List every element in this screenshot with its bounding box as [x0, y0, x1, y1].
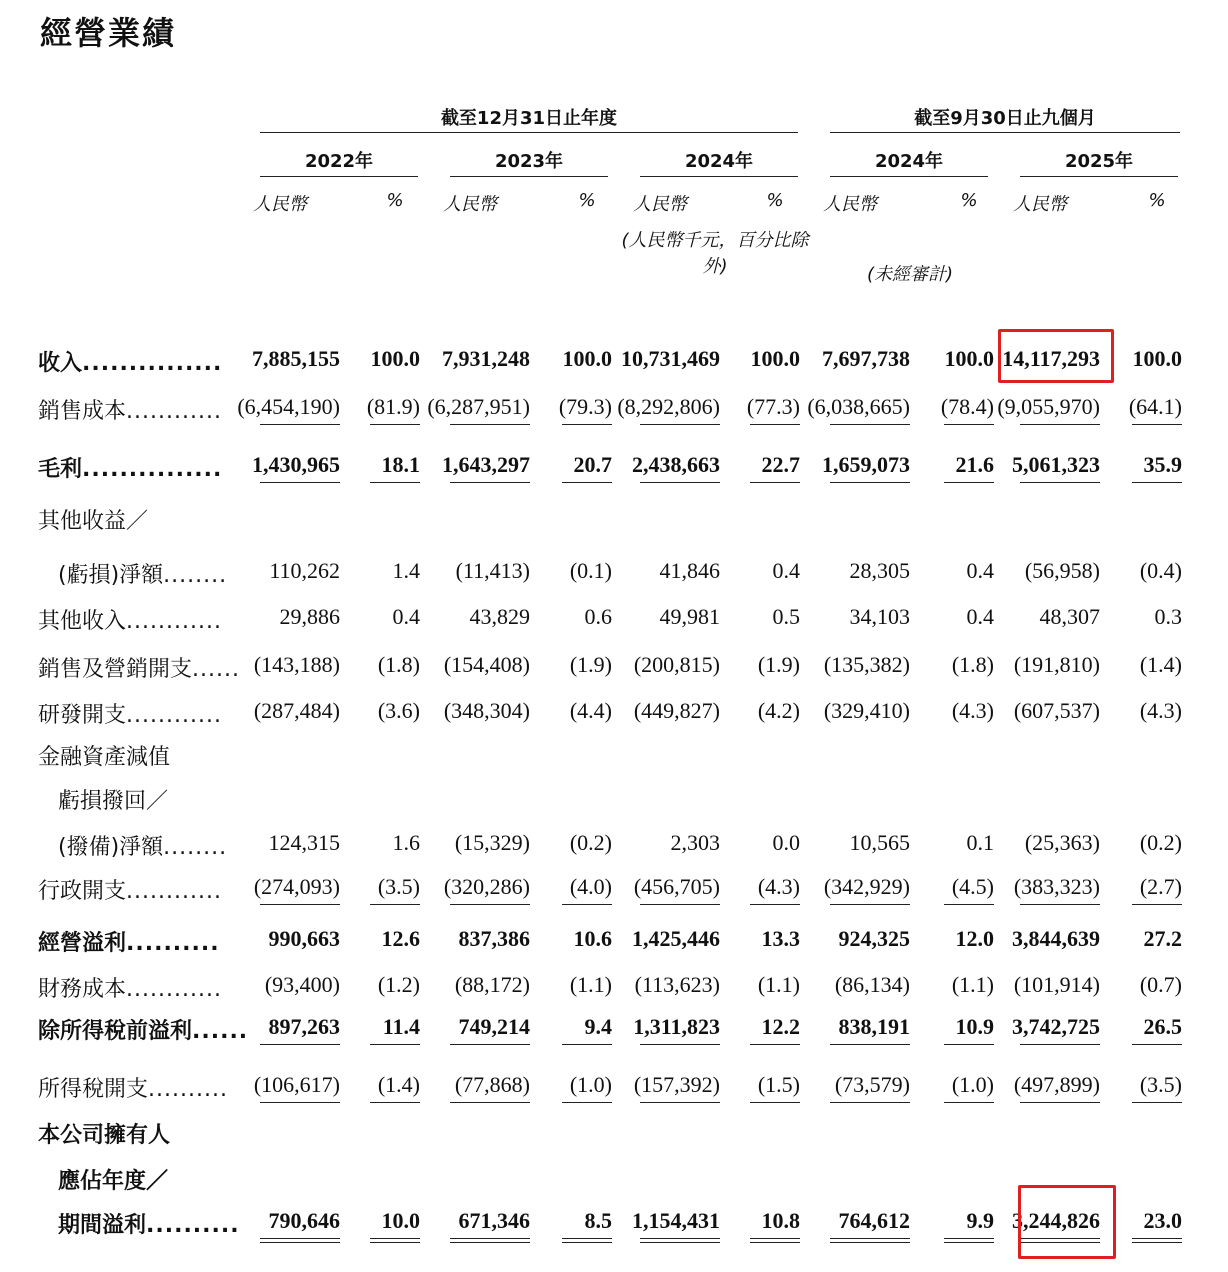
cell-amount: 1,659,073: [822, 452, 910, 477]
cell-percent: 10.8: [761, 1208, 800, 1233]
cell-amount: 990,663: [268, 926, 340, 951]
cell-amount: 838,191: [838, 1014, 910, 1039]
cell-amount: (456,705): [633, 874, 720, 899]
highlight-box-revenue-2025: [998, 329, 1114, 383]
row-label-text: 毛利: [38, 457, 83, 482]
group-header-annual: 截至12月31日止年度: [440, 108, 618, 129]
cell-amount: 924,325: [838, 926, 910, 951]
cell-amount: 1,643,297: [442, 452, 530, 477]
cell-percent: (77.3): [746, 394, 800, 419]
cell-amount: (11,413): [455, 558, 530, 583]
cell-amount: (329,410): [823, 698, 910, 723]
cell-percent: 0.4: [966, 558, 994, 583]
cell-percent: 0.0: [772, 830, 800, 855]
cell-underline: [450, 424, 530, 425]
cell-percent: 1.6: [392, 830, 420, 855]
row-leader-dots: ............: [126, 609, 222, 634]
row-label: [38, 698, 222, 729]
cell-underline: [830, 482, 910, 483]
row-leader-dots: ...............: [82, 457, 223, 482]
cell-percent: (1.5): [757, 1072, 800, 1097]
cell-amount: 1,425,446: [632, 926, 720, 951]
cell-amount: (73,579): [834, 1072, 910, 1097]
cell-amount: (348,304): [443, 698, 530, 723]
row-label: [38, 740, 170, 771]
cell-amount: (497,899): [1013, 1072, 1100, 1097]
unit-pct-2: %: [766, 190, 784, 211]
cell-percent: (4.3): [1139, 698, 1182, 723]
cell-percent: (1.1): [569, 972, 612, 997]
cell-amount: 3,742,725: [1012, 1014, 1100, 1039]
row-leader-dots: ......: [192, 657, 240, 682]
year-header-1: 2023年: [494, 151, 564, 172]
year-header-3: 2024年: [874, 151, 944, 172]
cell-underline: [750, 482, 800, 483]
cell-percent: 100.0: [562, 346, 612, 371]
year-header-0: 2022年: [304, 151, 374, 172]
row-label: [58, 830, 227, 861]
cell-percent: (4.3): [951, 698, 994, 723]
cell-amount: (93,400): [264, 972, 340, 997]
cell-amount: (106,617): [253, 1072, 340, 1097]
cell-percent: (1.1): [951, 972, 994, 997]
group-header-nine-months: 截至9月30日止九個月: [914, 108, 1096, 129]
cell-amount: 749,214: [458, 1014, 530, 1039]
cell-percent: (64.1): [1128, 394, 1182, 419]
cell-percent: 23.0: [1143, 1208, 1182, 1233]
unit-rmb-3: 人民幣: [823, 194, 877, 215]
cell-double-underline: [562, 1238, 612, 1243]
cell-underline: [1132, 424, 1182, 425]
row-label-text: 銷售及營銷開支: [38, 657, 193, 682]
cell-double-underline: [640, 1238, 720, 1243]
row-label: [38, 394, 222, 425]
cell-amount: 41,846: [659, 558, 720, 583]
cell-amount: (287,484): [253, 698, 340, 723]
cell-percent: (1.8): [951, 652, 994, 677]
cell-amount: 48,307: [1039, 604, 1100, 629]
cell-percent: 100.0: [750, 346, 800, 371]
cell-percent: (3.5): [377, 874, 420, 899]
cell-percent: 35.9: [1143, 452, 1182, 477]
cell-underline: [260, 482, 340, 483]
cell-underline: [944, 1102, 994, 1103]
cell-underline: [750, 1044, 800, 1045]
cell-percent: (4.0): [569, 874, 612, 899]
cell-underline: [1020, 424, 1100, 425]
cell-percent: (4.4): [569, 698, 612, 723]
cell-underline: [640, 1102, 720, 1103]
cell-underline: [640, 1044, 720, 1045]
cell-amount: 110,262: [269, 558, 340, 583]
group-rule-annual: [260, 132, 798, 133]
row-label: [58, 784, 168, 815]
row-label-text: 銷售成本: [38, 399, 127, 424]
cell-amount: 1,311,823: [633, 1014, 720, 1039]
cell-percent: 0.4: [392, 604, 420, 629]
cell-underline: [1020, 1044, 1100, 1045]
cell-underline: [370, 904, 420, 905]
cell-underline: [370, 424, 420, 425]
cell-percent: 100.0: [370, 346, 420, 371]
cell-amount: 28,305: [849, 558, 910, 583]
row-label-text: 行政開支: [38, 879, 127, 904]
cell-amount: 2,438,663: [632, 452, 720, 477]
cell-amount: (101,914): [1013, 972, 1100, 997]
row-label: [38, 504, 148, 535]
cell-underline: [450, 1044, 530, 1045]
row-label-text: 收入: [38, 351, 83, 376]
unit-pct-1: %: [578, 190, 596, 211]
highlight-box-profit-2025: [1018, 1185, 1116, 1259]
cell-underline: [750, 904, 800, 905]
cell-amount: 7,931,248: [442, 346, 530, 371]
row-label-text: 財務成本: [38, 977, 127, 1002]
cell-underline: [370, 1044, 420, 1045]
cell-amount: 124,315: [268, 830, 340, 855]
cell-percent: 12.0: [955, 926, 994, 951]
year-header-2: 2024年: [684, 151, 754, 172]
cell-underline: [450, 482, 530, 483]
row-leader-dots: ........: [163, 563, 228, 588]
cell-underline: [1132, 482, 1182, 483]
cell-amount: (15,329): [454, 830, 530, 855]
cell-amount: (191,810): [1013, 652, 1100, 677]
cell-amount: (8,292,806): [617, 394, 720, 419]
cell-underline: [1132, 904, 1182, 905]
cell-underline: [944, 424, 994, 425]
cell-percent: 10.6: [573, 926, 612, 951]
cell-percent: 9.4: [584, 1014, 612, 1039]
row-label: [38, 346, 222, 377]
cell-underline: [944, 1044, 994, 1045]
cell-percent: (0.4): [1139, 558, 1182, 583]
row-label: [38, 452, 222, 483]
row-label: [38, 1014, 248, 1045]
cell-percent: 26.5: [1143, 1014, 1182, 1039]
cell-amount: 1,430,965: [252, 452, 340, 477]
cell-underline: [370, 482, 420, 483]
row-leader-dots: ........: [163, 835, 228, 860]
cell-double-underline: [1132, 1238, 1182, 1243]
cell-percent: 22.7: [761, 452, 800, 477]
cell-amount: 5,061,323: [1012, 452, 1100, 477]
cell-underline: [640, 904, 720, 905]
cell-underline: [562, 904, 612, 905]
cell-percent: 20.7: [573, 452, 612, 477]
cell-percent: 1.4: [392, 558, 420, 583]
cell-amount: 2,303: [670, 830, 720, 855]
cell-amount: 10,565: [849, 830, 910, 855]
units-note: (人民幣千元，百分比除外): [621, 230, 809, 277]
cell-amount: (320,286): [443, 874, 530, 899]
cell-percent: (2.7): [1139, 874, 1182, 899]
cell-percent: (1.2): [377, 972, 420, 997]
row-label: [38, 926, 220, 957]
cell-amount: 3,844,639: [1012, 926, 1100, 951]
cell-percent: (4.3): [757, 874, 800, 899]
cell-percent: 100.0: [944, 346, 994, 371]
row-leader-dots: ..........: [126, 931, 220, 956]
cell-amount: 7,885,155: [252, 346, 340, 371]
cell-percent: (1.0): [569, 1072, 612, 1097]
cell-amount: (6,038,665): [807, 394, 910, 419]
cell-underline: [562, 424, 612, 425]
cell-percent: (1.0): [951, 1072, 994, 1097]
cell-percent: (1.1): [757, 972, 800, 997]
cell-underline: [944, 904, 994, 905]
cell-percent: 9.9: [966, 1208, 994, 1233]
cell-underline: [562, 482, 612, 483]
row-label-text: 期間溢利: [58, 1213, 147, 1238]
row-label-text: (撥備)淨額: [58, 835, 164, 860]
group-rule-nine-months: [830, 132, 1180, 133]
cell-amount: 29,886: [279, 604, 340, 629]
cell-amount: (9,055,970): [997, 394, 1100, 419]
cell-amount: (113,623): [634, 972, 720, 997]
row-leader-dots: ......: [192, 1019, 249, 1044]
cell-percent: 0.4: [772, 558, 800, 583]
cell-percent: (81.9): [366, 394, 420, 419]
cell-percent: 27.2: [1143, 926, 1182, 951]
cell-underline: [260, 424, 340, 425]
cell-amount: (200,815): [633, 652, 720, 677]
row-label-text: 虧損撥回／: [58, 789, 169, 814]
cell-amount: 897,263: [268, 1014, 340, 1039]
cell-amount: 7,697,738: [822, 346, 910, 371]
cell-percent: 13.3: [761, 926, 800, 951]
cell-percent: (1.9): [757, 652, 800, 677]
year-rule-2: [640, 176, 798, 177]
cell-amount: 764,612: [838, 1208, 910, 1233]
cell-percent: 21.6: [955, 452, 994, 477]
row-label-text: 金融資產減值: [38, 745, 171, 770]
row-label: [38, 972, 222, 1003]
row-leader-dots: ..........: [148, 1077, 228, 1102]
cell-underline: [562, 1044, 612, 1045]
cell-underline: [260, 1044, 340, 1045]
cell-percent: (4.2): [757, 698, 800, 723]
cell-percent: 18.1: [381, 452, 420, 477]
cell-amount: (88,172): [454, 972, 530, 997]
cell-percent: (1.4): [1139, 652, 1182, 677]
cell-double-underline: [370, 1238, 420, 1243]
cell-amount: (6,287,951): [427, 394, 530, 419]
cell-amount: (86,134): [834, 972, 910, 997]
cell-underline: [640, 424, 720, 425]
cell-amount: 14,117,293: [1002, 346, 1100, 371]
unit-rmb-4: 人民幣: [1013, 194, 1067, 215]
cell-amount: (135,382): [823, 652, 910, 677]
cell-underline: [1020, 482, 1100, 483]
cell-percent: (4.5): [951, 874, 994, 899]
unit-pct-0: %: [386, 190, 404, 211]
cell-underline: [562, 1102, 612, 1103]
row-label: [58, 558, 227, 589]
row-label-text: 應佔年度／: [58, 1169, 169, 1194]
cell-double-underline: [944, 1238, 994, 1243]
cell-amount: (6,454,190): [237, 394, 340, 419]
cell-percent: 0.3: [1154, 604, 1182, 629]
cell-amount: (143,188): [253, 652, 340, 677]
cell-amount: 1,154,431: [632, 1208, 720, 1233]
cell-underline: [830, 1102, 910, 1103]
cell-amount: (157,392): [633, 1072, 720, 1097]
cell-percent: 0.5: [772, 604, 800, 629]
cell-amount: 790,646: [268, 1208, 340, 1233]
cell-double-underline: [260, 1238, 340, 1243]
cell-underline: [1132, 1044, 1182, 1045]
row-label-text: 所得稅開支: [38, 1077, 149, 1102]
cell-amount: 49,981: [659, 604, 720, 629]
cell-amount: (56,958): [1024, 558, 1100, 583]
cell-amount: (342,929): [823, 874, 910, 899]
row-leader-dots: ............: [126, 703, 222, 728]
cell-amount: 837,386: [458, 926, 530, 951]
cell-underline: [830, 1044, 910, 1045]
cell-percent: (78.4): [940, 394, 994, 419]
cell-underline: [1020, 1102, 1100, 1103]
cell-amount: (25,363): [1024, 830, 1100, 855]
row-leader-dots: ............: [126, 879, 222, 904]
unit-rmb-1: 人民幣: [443, 194, 497, 215]
cell-underline: [750, 1102, 800, 1103]
row-leader-dots: ...............: [82, 351, 223, 376]
year-rule-3: [830, 176, 988, 177]
row-label: [38, 604, 222, 635]
cell-underline: [370, 1102, 420, 1103]
cell-percent: 10.0: [381, 1208, 420, 1233]
row-label: [58, 1164, 168, 1195]
cell-percent: 0.6: [584, 604, 612, 629]
row-label-text: (虧損)淨額: [58, 563, 164, 588]
cell-underline: [450, 1102, 530, 1103]
page-title: 經營業績: [40, 14, 177, 52]
cell-percent: 0.1: [966, 830, 994, 855]
cell-amount: (383,323): [1013, 874, 1100, 899]
cell-underline: [944, 482, 994, 483]
row-leader-dots: ..........: [146, 1213, 240, 1238]
year-header-4: 2025年: [1064, 151, 1134, 172]
year-rule-4: [1020, 176, 1178, 177]
year-rule-0: [260, 176, 418, 177]
cell-percent: 100.0: [1132, 346, 1182, 371]
row-leader-dots: ............: [126, 399, 222, 424]
cell-double-underline: [830, 1238, 910, 1243]
row-label-text: 其他收益／: [38, 509, 149, 534]
row-label: [38, 652, 240, 683]
cell-percent: (0.1): [569, 558, 612, 583]
cell-amount: 671,346: [458, 1208, 530, 1233]
unit-pct-4: %: [1148, 190, 1166, 211]
cell-underline: [830, 904, 910, 905]
cell-percent: 12.2: [761, 1014, 800, 1039]
cell-percent: 8.5: [584, 1208, 612, 1233]
row-label-text: 除所得稅前溢利: [38, 1019, 193, 1044]
row-label: [38, 1118, 170, 1149]
cell-percent: 11.4: [382, 1014, 420, 1039]
cell-amount: 3,244,826: [1012, 1208, 1100, 1233]
cell-percent: (3.6): [377, 698, 420, 723]
cell-amount: 43,829: [469, 604, 530, 629]
row-label: [38, 874, 222, 905]
cell-percent: (1.8): [377, 652, 420, 677]
cell-percent: 12.6: [381, 926, 420, 951]
cell-percent: (1.9): [569, 652, 612, 677]
row-label: [38, 1072, 228, 1103]
cell-percent: 10.9: [955, 1014, 994, 1039]
cell-amount: (607,537): [1013, 698, 1100, 723]
unit-rmb-2: 人民幣: [633, 194, 687, 215]
cell-amount: 10,731,469: [621, 346, 720, 371]
cell-amount: (274,093): [253, 874, 340, 899]
row-label-text: 其他收入: [38, 609, 127, 634]
cell-double-underline: [450, 1238, 530, 1243]
cell-underline: [640, 482, 720, 483]
unit-pct-3: %: [960, 190, 978, 211]
cell-underline: [1020, 904, 1100, 905]
cell-percent: (1.4): [377, 1072, 420, 1097]
cell-percent: (0.2): [1139, 830, 1182, 855]
cell-percent: 0.4: [966, 604, 994, 629]
row-label-text: 經營溢利: [38, 931, 127, 956]
row-label: [58, 1208, 240, 1239]
cell-underline: [260, 1102, 340, 1103]
cell-amount: (449,827): [633, 698, 720, 723]
cell-percent: (0.7): [1139, 972, 1182, 997]
cell-percent: (79.3): [558, 394, 612, 419]
unaudited-note: (未經審計): [866, 264, 954, 285]
unit-rmb-0: 人民幣: [253, 194, 307, 215]
cell-amount: 34,103: [849, 604, 910, 629]
cell-underline: [1132, 1102, 1182, 1103]
cell-percent: (3.5): [1139, 1072, 1182, 1097]
cell-underline: [450, 904, 530, 905]
cell-underline: [260, 904, 340, 905]
row-label-text: 研發開支: [38, 703, 127, 728]
cell-percent: (0.2): [569, 830, 612, 855]
cell-amount: (77,868): [454, 1072, 530, 1097]
cell-amount: (154,408): [443, 652, 530, 677]
cell-underline: [830, 424, 910, 425]
cell-underline: [750, 424, 800, 425]
row-leader-dots: ............: [126, 977, 222, 1002]
row-label-text: 本公司擁有人: [38, 1123, 171, 1148]
cell-double-underline: [750, 1238, 800, 1243]
year-rule-1: [450, 176, 608, 177]
